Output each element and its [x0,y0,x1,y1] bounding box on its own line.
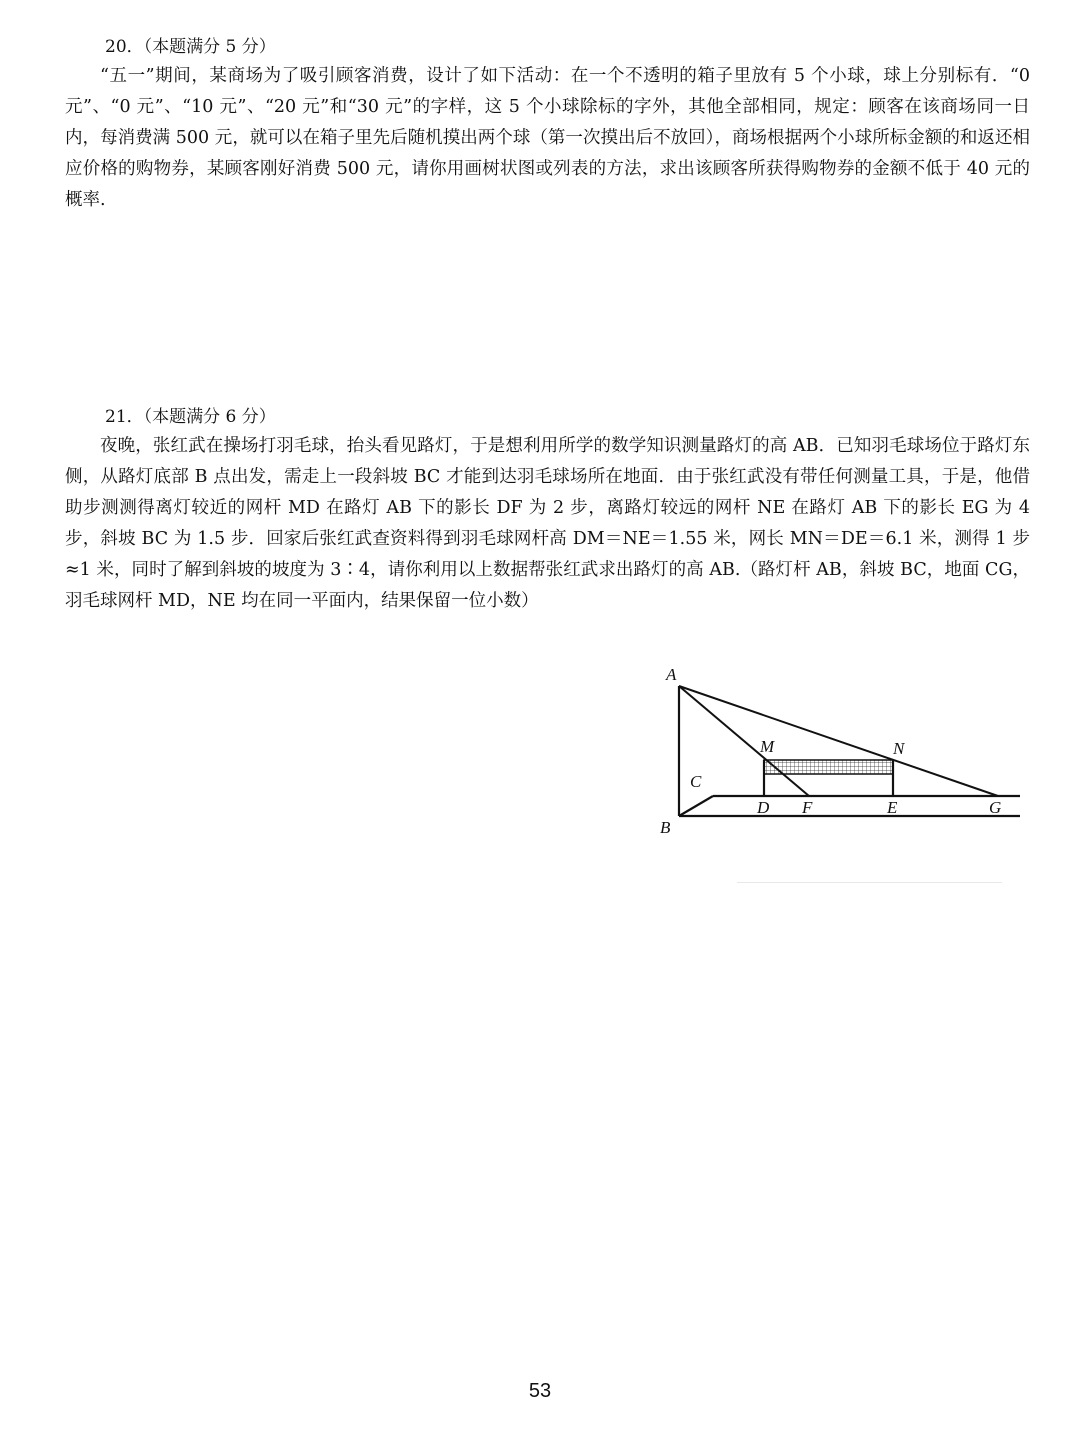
label-B: B [660,818,671,837]
faint-rule [737,882,1002,883]
label-C: C [690,772,702,791]
slope-BC [679,796,713,816]
badminton-net [764,760,893,774]
question-21 [65,403,1030,617]
question-20 [65,33,1030,216]
label-N: N [893,739,905,758]
geometry-figure [650,662,1030,842]
label-D: D [757,798,770,817]
question-20-heading: 20．（本题满分 5 分） [105,37,276,57]
label-G: G [989,798,1002,817]
geometry-figure-svg [650,662,1030,842]
question-21-text: 夜晚，张红武在操场打羽毛球，抬头看见路灯，于是想利用所学的数学知识测量路灯的高 AB．已知羽毛球场位于路灯东侧，从路灯底部 B 点出发，需走上一段斜坡 BC 才能到达羽毛球场所在地面．由于张红武没有带任何测量工具，于是，他借助步测测得离灯较近的网杆 MD 在路灯 AB 下的影长 DF 为 2 步，离路灯较远的网杆 NE 在路灯 AB 下的影长 EG 为 4 步，斜坡 BC 为 1.5 步．回家后张红武查资料得到羽毛球网杆高 DM＝NE＝1.55 米，网长 MN＝DE＝6.1 米，测得 1 步≈1 米，同时了解到斜坡的坡度为 3∶4，请你利用以上数据帮张红武求出路灯的高 AB.（路灯杆 AB，斜坡 BC，地面 CG，羽毛球网杆 MD，NE 均在同一平面内，结果保留一位小数） [65,436,1030,611]
light-ray-AG [679,686,998,796]
label-F: F [802,798,813,817]
question-20-text: “五一”期间，某商场为了吸引顾客消费，设计了如下活动：在一个不透明的箱子里放有 5 个小球，球上分别标有．“0 元”、“0 元”、“10 元”、“20 元”和“30 元”的字样，这 5 个小球除标的字外，其他全部相同，规定：顾客在该商场同一日内，每消费满 500 元，就可以在箱子里先后随机摸出两个球（第一次摸出后不放回），商场根据两个小球所标金额的和返还相应价格的购物券，某顾客刚好消费 500 元，请你用画树状图或列表的方法，求出该顾客所获得购物券的金额不低于 40 元的概率. [65,66,1030,210]
page-number: 53 [528,1380,552,1402]
label-E: E [887,798,898,817]
label-M: M [760,737,775,756]
question-21-heading: 21．（本题满分 6 分） [105,407,276,427]
label-A: A [666,665,677,684]
